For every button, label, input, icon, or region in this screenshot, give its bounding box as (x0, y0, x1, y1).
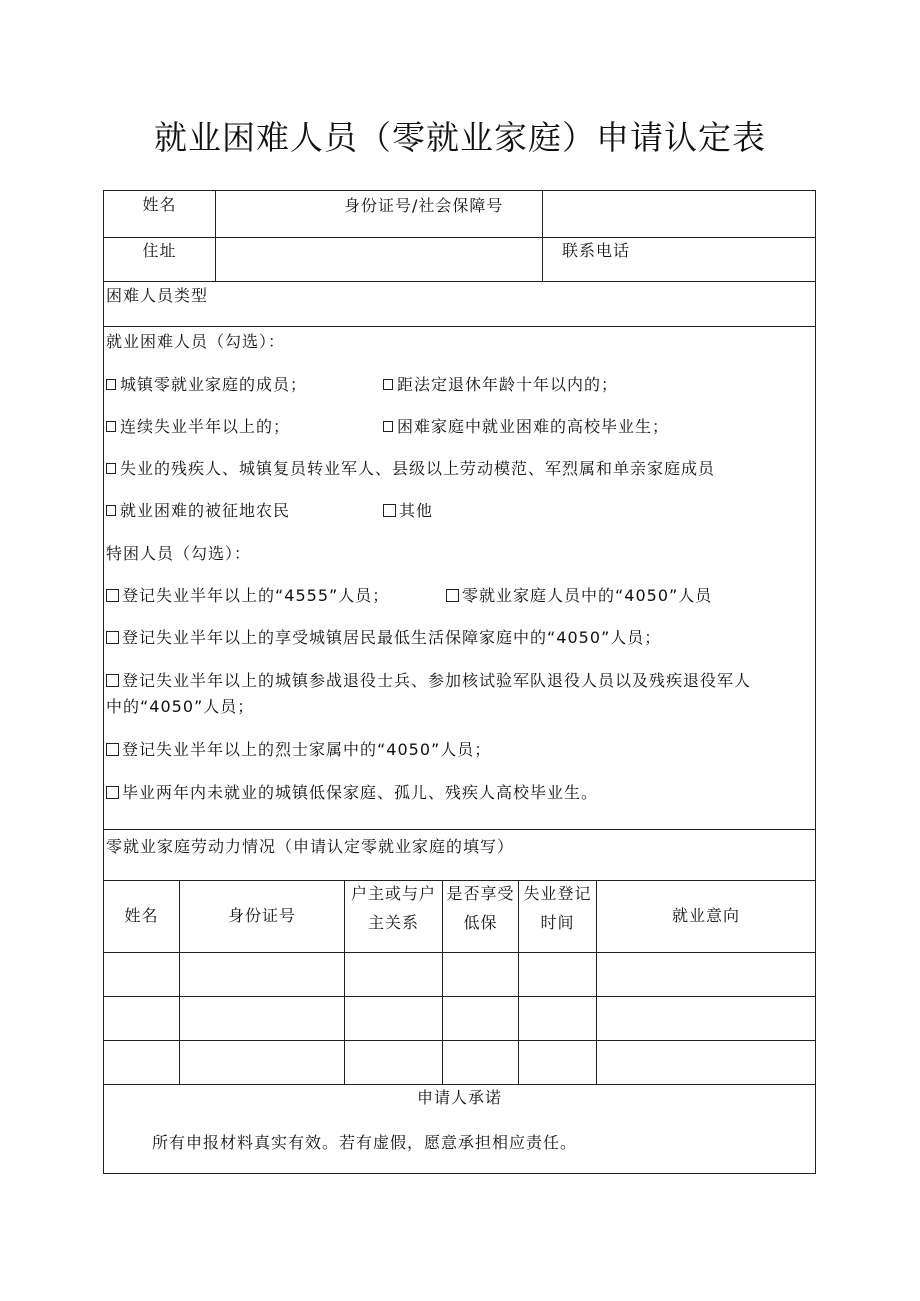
checkbox[interactable] (106, 786, 119, 799)
table-row[interactable] (104, 953, 815, 995)
pledge-heading: 申请人承诺 (416, 1088, 502, 1107)
id-label: 身份证号/社会保障号 (344, 196, 504, 215)
name-field[interactable] (216, 192, 316, 236)
row-divider (104, 880, 815, 881)
col-header-registration: 失业登记 (523, 884, 592, 903)
name-label: 姓名 (142, 195, 177, 214)
col-header-id: 身份证号 (227, 906, 296, 925)
col-header-relation: 主关系 (367, 913, 419, 932)
checkbox[interactable] (383, 421, 393, 432)
difficult-option[interactable]: 就业困难的被征地农民 (106, 501, 290, 521)
row-divider (104, 281, 815, 282)
row-divider (104, 1084, 815, 1085)
special-option[interactable]: 登记失业半年以上的享受城镇居民最低生活保障家庭中的“4050”人员； (106, 628, 661, 648)
id-field[interactable] (543, 192, 813, 236)
col-header-relation: 户主或与户 (350, 884, 436, 903)
table-row[interactable] (104, 997, 815, 1039)
row-divider (104, 829, 815, 830)
labor-heading: 零就业家庭劳动力情况（申请认定零就业家庭的填写） (106, 837, 515, 856)
checkbox[interactable] (106, 463, 116, 474)
phone-label: 联系电话 (562, 241, 631, 260)
table-row[interactable] (104, 1041, 815, 1083)
checkbox[interactable] (383, 504, 396, 517)
address-field[interactable] (216, 238, 541, 280)
address-label: 住址 (142, 241, 177, 260)
difficult-option[interactable]: 困难家庭中就业困难的高校毕业生； (383, 417, 669, 437)
col-header-dibao: 是否享受 (446, 884, 515, 903)
checkbox[interactable] (106, 589, 119, 602)
col-header-name: 姓名 (124, 906, 159, 925)
special-option[interactable]: 零就业家庭人员中的“4050”人员 (446, 586, 712, 606)
difficult-option[interactable]: 其他 (383, 501, 433, 521)
special-option[interactable]: 登记失业半年以上的烈士家属中的“4050”人员； (106, 740, 491, 760)
application-form (103, 190, 816, 1174)
col-header-intent: 就业意向 (671, 906, 740, 925)
checkbox[interactable] (446, 589, 459, 602)
page-title: 就业困难人员（零就业家庭）申请认定表 (154, 118, 766, 157)
col-header-dibao: 低保 (463, 913, 498, 932)
difficult-option[interactable]: 距法定退休年龄十年以内的； (383, 375, 618, 395)
checkbox[interactable] (383, 379, 393, 390)
checkbox[interactable] (106, 379, 116, 390)
checkbox[interactable] (106, 743, 119, 756)
checkbox[interactable] (106, 631, 119, 644)
checkbox[interactable] (106, 421, 116, 432)
type-label: 困难人员类型 (106, 286, 209, 305)
row-divider (104, 326, 815, 327)
difficult-option[interactable]: 连续失业半年以上的； (106, 417, 290, 437)
col-header-registration: 时间 (540, 913, 575, 932)
checkbox[interactable] (106, 505, 116, 516)
special-option-continued: 中的“4050”人员； (106, 697, 255, 716)
difficult-option[interactable]: 失业的残疾人、城镇复员转业军人、县级以上劳动模范、军烈属和单亲家庭成员 (106, 459, 715, 479)
checkbox[interactable] (106, 674, 119, 687)
difficult-heading: 就业困难人员（勾选）： (106, 332, 286, 351)
special-option[interactable]: 登记失业半年以上的城镇参战退役士兵、参加核试验军队退役人员以及残疾退役军人 (106, 671, 751, 691)
pledge-text: 所有申报材料真实有效。若有虚假，愿意承担相应责任。 (152, 1133, 578, 1152)
special-option[interactable]: 毕业两年内未就业的城镇低保家庭、孤儿、残疾人高校毕业生。 (106, 783, 598, 803)
special-heading: 特困人员（勾选）： (106, 544, 252, 563)
special-option[interactable]: 登记失业半年以上的“4555”人员； (106, 586, 389, 606)
difficult-option[interactable]: 城镇零就业家庭的成员； (106, 375, 307, 395)
